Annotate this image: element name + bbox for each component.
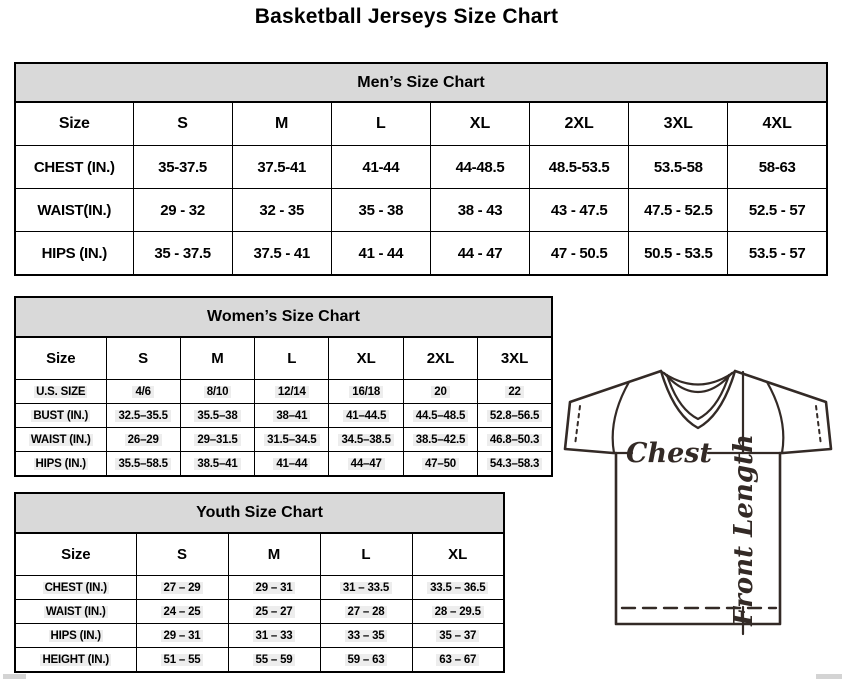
size-header-row xyxy=(15,337,552,380)
value-cell: 32 - 35 xyxy=(232,189,331,232)
value-cell: 35 – 37 xyxy=(412,624,504,648)
collar-band-inner xyxy=(664,373,732,392)
value-cell: 22 xyxy=(478,380,552,404)
youth-size-chart-table xyxy=(14,492,505,673)
size-cell: 3XL xyxy=(478,337,552,380)
measurement-row xyxy=(15,576,504,600)
value-cell: 34.5–38.5 xyxy=(329,428,403,452)
size-cell: M xyxy=(228,533,320,576)
value-cell: 29–31.5 xyxy=(180,428,254,452)
right-armhole-seam xyxy=(767,382,783,453)
value-cell: 24 – 25 xyxy=(136,600,228,624)
value-cell: 46.8–50.3 xyxy=(478,428,552,452)
value-cell: 41-44 xyxy=(331,146,430,189)
jersey-outline xyxy=(565,371,831,624)
row-label-cell: CHEST (IN.) xyxy=(15,146,133,189)
value-cell: 41–44.5 xyxy=(329,404,403,428)
value-cell: 35.5–58.5 xyxy=(106,452,180,477)
value-cell: 41 - 44 xyxy=(331,232,430,276)
measurement-row xyxy=(15,452,552,477)
size-cell: 3XL xyxy=(629,102,728,146)
value-cell: 48.5-53.5 xyxy=(530,146,629,189)
value-cell: 44-48.5 xyxy=(430,146,529,189)
vneck-inner xyxy=(667,375,729,419)
row-label-cell: WAIST (IN.) xyxy=(15,428,106,452)
size-cell: 4XL xyxy=(728,102,827,146)
chest-label: Chest xyxy=(626,438,712,469)
size-header-row xyxy=(15,533,504,576)
value-cell: 4/6 xyxy=(106,380,180,404)
size-label-cell: Size xyxy=(15,102,133,146)
measurement-row xyxy=(15,648,504,673)
size-header-row xyxy=(15,102,827,146)
table-title: Women’s Size Chart xyxy=(15,297,552,337)
value-cell: 29 – 31 xyxy=(228,576,320,600)
jersey-measurement-diagram xyxy=(556,361,843,663)
value-cell: 8/10 xyxy=(180,380,254,404)
size-cell: S xyxy=(133,102,232,146)
measurement-row xyxy=(15,189,827,232)
right-sleeve-hem-dashes xyxy=(816,406,821,445)
value-cell: 52.5 - 57 xyxy=(728,189,827,232)
value-cell: 52.8–56.5 xyxy=(478,404,552,428)
size-cell: L xyxy=(255,337,329,380)
table-caption-row xyxy=(15,493,504,533)
row-label-cell: WAIST(IN.) xyxy=(15,189,133,232)
row-label-cell: HEIGHT (IN.) xyxy=(15,648,136,673)
size-label-cell: Size xyxy=(15,337,106,380)
value-cell: 38.5–41 xyxy=(180,452,254,477)
value-cell: 58-63 xyxy=(728,146,827,189)
row-label-cell: HIPS (IN.) xyxy=(15,624,136,648)
value-cell: 47 - 50.5 xyxy=(530,232,629,276)
value-cell: 32.5–35.5 xyxy=(106,404,180,428)
value-cell: 33.5 – 36.5 xyxy=(412,576,504,600)
table-title: Youth Size Chart xyxy=(15,493,504,533)
value-cell: 31 – 33.5 xyxy=(320,576,412,600)
measurement-row xyxy=(15,600,504,624)
value-cell: 38–41 xyxy=(255,404,329,428)
row-label-cell: WAIST (IN.) xyxy=(15,600,136,624)
value-cell: 28 – 29.5 xyxy=(412,600,504,624)
value-cell: 25 – 27 xyxy=(228,600,320,624)
value-cell: 27 – 29 xyxy=(136,576,228,600)
measurement-row xyxy=(15,380,552,404)
row-label-cell: U.S. SIZE xyxy=(15,380,106,404)
left-sleeve-hem-dashes xyxy=(575,406,580,445)
value-cell: 31.5–34.5 xyxy=(255,428,329,452)
value-cell: 12/14 xyxy=(255,380,329,404)
value-cell: 33 – 35 xyxy=(320,624,412,648)
measurement-row xyxy=(15,146,827,189)
row-label-cell: CHEST (IN.) xyxy=(15,576,136,600)
value-cell: 44 - 47 xyxy=(430,232,529,276)
size-cell: 2XL xyxy=(403,337,477,380)
measurement-row xyxy=(15,404,552,428)
size-cell: S xyxy=(136,533,228,576)
row-label-cell: HIPS (IN.) xyxy=(15,452,106,477)
measurement-row xyxy=(15,624,504,648)
value-cell: 26–29 xyxy=(106,428,180,452)
value-cell: 47–50 xyxy=(403,452,477,477)
size-cell: M xyxy=(232,102,331,146)
value-cell: 16/18 xyxy=(329,380,403,404)
value-cell: 59 – 63 xyxy=(320,648,412,673)
value-cell: 51 – 55 xyxy=(136,648,228,673)
size-cell: XL xyxy=(329,337,403,380)
table-caption-row xyxy=(15,297,552,337)
value-cell: 29 – 31 xyxy=(136,624,228,648)
value-cell: 63 – 67 xyxy=(412,648,504,673)
value-cell: 35.5–38 xyxy=(180,404,254,428)
row-label-cell: BUST (IN.) xyxy=(15,404,106,428)
value-cell: 55 – 59 xyxy=(228,648,320,673)
value-cell: 37.5 - 41 xyxy=(232,232,331,276)
value-cell: 47.5 - 52.5 xyxy=(629,189,728,232)
value-cell: 53.5 - 57 xyxy=(728,232,827,276)
cropped-element-fragment-left xyxy=(3,674,26,679)
table-title: Men’s Size Chart xyxy=(15,63,827,102)
value-cell: 44–47 xyxy=(329,452,403,477)
row-label-cell: HIPS (IN.) xyxy=(15,232,133,276)
value-cell: 54.3–58.3 xyxy=(478,452,552,477)
size-cell: XL xyxy=(412,533,504,576)
value-cell: 20 xyxy=(403,380,477,404)
value-cell: 38.5–42.5 xyxy=(403,428,477,452)
value-cell: 43 - 47.5 xyxy=(530,189,629,232)
value-cell: 35 - 38 xyxy=(331,189,430,232)
measurement-row xyxy=(15,232,827,276)
value-cell: 31 – 33 xyxy=(228,624,320,648)
value-cell: 50.5 - 53.5 xyxy=(629,232,728,276)
value-cell: 27 – 28 xyxy=(320,600,412,624)
size-cell: L xyxy=(320,533,412,576)
size-cell: L xyxy=(331,102,430,146)
front-length-label: Front Length xyxy=(729,434,759,626)
page-title: Basketball Jerseys Size Chart xyxy=(254,5,559,28)
value-cell: 44.5–48.5 xyxy=(403,404,477,428)
size-cell: M xyxy=(180,337,254,380)
value-cell: 38 - 43 xyxy=(430,189,529,232)
size-label-cell: Size xyxy=(15,533,136,576)
value-cell: 29 - 32 xyxy=(133,189,232,232)
table-caption-row xyxy=(15,63,827,102)
size-cell: XL xyxy=(430,102,529,146)
value-cell: 35-37.5 xyxy=(133,146,232,189)
womens-size-chart-table xyxy=(14,296,553,477)
value-cell: 41–44 xyxy=(255,452,329,477)
size-cell: 2XL xyxy=(530,102,629,146)
mens-size-chart-table xyxy=(14,62,828,276)
value-cell: 53.5-58 xyxy=(629,146,728,189)
value-cell: 37.5-41 xyxy=(232,146,331,189)
cropped-element-fragment-right xyxy=(816,674,842,679)
measurement-row xyxy=(15,428,552,452)
value-cell: 35 - 37.5 xyxy=(133,232,232,276)
size-cell: S xyxy=(106,337,180,380)
